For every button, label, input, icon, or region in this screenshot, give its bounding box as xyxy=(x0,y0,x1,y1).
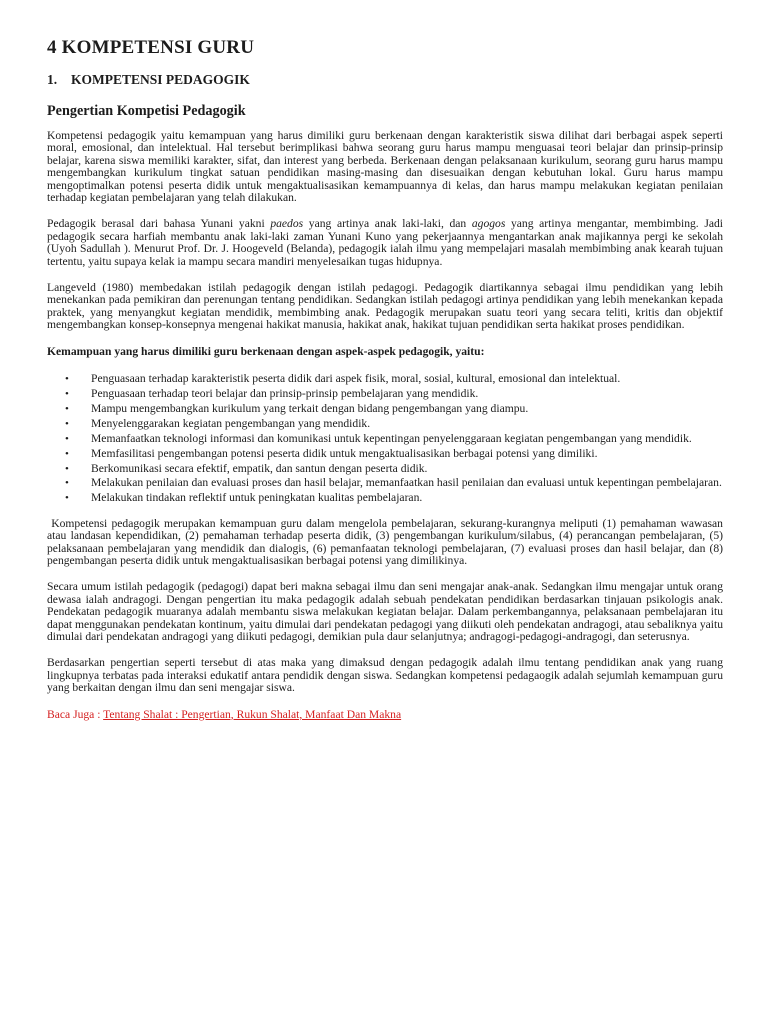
list-heading: Kemampuan yang harus dimiliki guru berkenaan dengan aspek-aspek pedagogik, yaitu: xyxy=(47,344,485,358)
paragraph-general: Secara umum istilah pedagogik (pedagogi) dapat beri makna sebagai ilmu dan seni mengajar anak-anak. Sedangkan ilmu mengajar untuk orang dewasa ialah andragogi. Dengan pengertian itu maka pedagogik adalah sebuah pendekatan pendidikan berdasarkan tinjauan psikologis anak. Pendekatan pedagogik muaranya adalah membantu siswa melakukan kegiatan belajar. Dalam perkembangannya, pelaksanaan pembelajaran itu dapat menggunakan pendekatan kontinum, yaitu dimulai dari pendekatan pedagogi yang diikuti oleh pendekatan andragogi, atau sebaliknya yaitu dimulai dari pendekatan andragogi yang diikuti pedagogi, demikian pula daur selanjutnya; andragogi-pedagogi-andragogi, dan seterusnya. xyxy=(47,580,723,643)
list-item: • Memfasilitasi pengembangan potensi peserta didik untuk mengaktualisasikan berbagai potensi yang dimiliki. xyxy=(65,446,598,460)
section-label: KOMPETENSI PEDAGOGIK xyxy=(71,72,250,87)
bullet-icon: • xyxy=(65,373,69,386)
read-also-link[interactable]: Tentang Shalat : Pengertian, Rukun Shalat, Manfaat Dan Makna xyxy=(103,707,402,721)
bullet-icon: • xyxy=(65,447,69,460)
bullet-icon: • xyxy=(65,492,69,505)
bullet-icon: • xyxy=(65,462,69,475)
list-item: • Melakukan penilaian dan evaluasi proses dan hasil belajar, memanfaatkan hasil penilaian dan evaluasi untuk kepentingan pembelajaran. xyxy=(65,476,722,490)
list-item: • Mampu mengembangkan kurikulum yang terkait dengan bidang pengembangan yang diampu. xyxy=(65,401,529,415)
paragraph-scope: Kompetensi pedagogik merupakan kemampuan guru dalam mengelola pembelajaran, sekurang-kurangnya meliputi (1) pemahaman wawasan atau landasan kependidikan, (2) pemahaman terhadap peserta didik, (3) pengembangan kurikulum/silabus, (4) perancangan pembelajaran, (5) pelaksanaan pembelajaran yang mendidik dan dialogis, (6) pemanfaatan teknologi pembelajaran, (7) evaluasi proses dan hasil belajar, dan (8) pengembangan peserta didik untuk mengaktualisasikan berbagai potensi yang dimilikinya. xyxy=(47,516,726,567)
list-item: • Penguasaan terhadap karakteristik peserta didik dari aspek fisik, moral, sosial, kultural, emosional dan intelektual. xyxy=(65,372,621,386)
bullet-icon: • xyxy=(65,402,69,415)
term-agogos: agogos xyxy=(471,217,506,231)
term-paedos: paedos xyxy=(270,217,304,231)
bullet-icon: • xyxy=(65,432,69,445)
competency-list xyxy=(47,373,723,505)
document-body xyxy=(47,129,726,735)
list-item: • Melakukan tindakan reflektif untuk peningkatan kualitas pembelajaran. xyxy=(65,491,423,505)
list-item: • Menyelenggarakan kegiatan pengembangan yang mendidik. xyxy=(65,416,371,430)
list-item: • Berkomunikasi secara efektif, empatik, dan santun dengan peserta didik. xyxy=(65,461,428,475)
list-item: • Memanfaatkan teknologi informasi dan komunikasi untuk kepentingan penyelenggaraan kegiatan pengembangan yang mendidik. xyxy=(65,431,692,445)
read-also xyxy=(47,709,723,721)
paragraph-etymology: Pedagogik berasal dari bahasa Yunani yakni paedos yang artinya anak laki-laki, dan agogos yang artinya mengantar, membimbing. Jadi pedagogik secara harfiah membantu anak laki-laki zaman Yunani Kuno yang pekerjaannya mengantarkan anak majikannya pergi ke sekolah (Uyoh Sadullah ). Menurut Prof. Dr. J. Hoogeveld (Belanda), pedagogik ialah ilmu yang mempelajari masalah membimbing anak kearah tujuan tertentu, yaitu supaya kelak ia mampu secara mandiri menyelesaikan tugas hidupnya. xyxy=(47,217,723,268)
paragraph-conclusion: Berdasarkan pengertian seperti tersebut di atas maka yang dimaksud dengan pedagogik adalah ilmu tentang pendidikan anak yang ruang lingkupnya terbatas pada interaksi edukatif antara pendidik dengan siswa. Sedangkan kompetensi pedagaogik adalah sejumlah kemampuan guru yang berkaitan dengan ilmu dan seni mengajar siswa. xyxy=(47,656,723,695)
paragraph-langeveld: Langeveld (1980) membedakan istilah pedagogik dengan istilah pedagogi. Pedagogik diartikannya sebagai ilmu pendidikan yang lebih menekankan pada pemikiran dan perenungan tentang pendidikan. Sedangkan istilah pedagogi artinya pendidikan yang lebih menekankan kepada praktek, yang menyangkut kegiatan mendidik, membimbing anak. Pedagogik merupakan suatu teori yang secara teliti, kritis dan objektif mengembangkan konsep-konsepnya mengenai hakikat manusia, hakikat anak, hakikat tujuan pendidikan serta hakikat proses pendidikan. xyxy=(47,281,723,332)
bullet-icon: • xyxy=(65,417,69,430)
list-item: • Penguasaan terhadap teori belajar dan prinsip-prinsip pembelajaran yang mendidik. xyxy=(65,387,479,400)
section-number: 1. xyxy=(47,72,58,87)
read-also-prefix: Baca Juga : xyxy=(47,707,104,721)
document-title: 4 KOMPETENSI GURU xyxy=(47,37,255,58)
subheading: Pengertian Kompetisi Pedagogik xyxy=(47,103,246,119)
section-heading xyxy=(47,72,250,88)
bullet-icon: • xyxy=(65,388,69,400)
bullet-icon: • xyxy=(65,477,69,490)
paragraph-definition: Kompetensi pedagogik yaitu kemampuan yang harus dimiliki guru berkenaan dengan karakteristik siswa dilihat dari berbagai aspek seperti moral, emosional, dan intelektual. Hal tersebut berimplikasi bahwa seorang guru harus mampu menguasai teori belajar dan prinsip-prinsip belajar, karena siswa memiliki karakter, sifat, dan interest yang berbeda. Berkenaan dengan pelaksanaan kurikulum, seorang guru harus mampu mengembangkan kurikulum tingkat satuan pendidikan masing-masing dan disesuaikan dengan kebutuhan lokal. Guru harus mampu mengoptimalkan potensi peserta didik untuk mengaktualisasikan kemampuannya di kelas, dan harus mampu melakukan kegiatan penilaian terhadap kegiatan pembelajaran yang telah dilakukan. xyxy=(47,129,723,205)
